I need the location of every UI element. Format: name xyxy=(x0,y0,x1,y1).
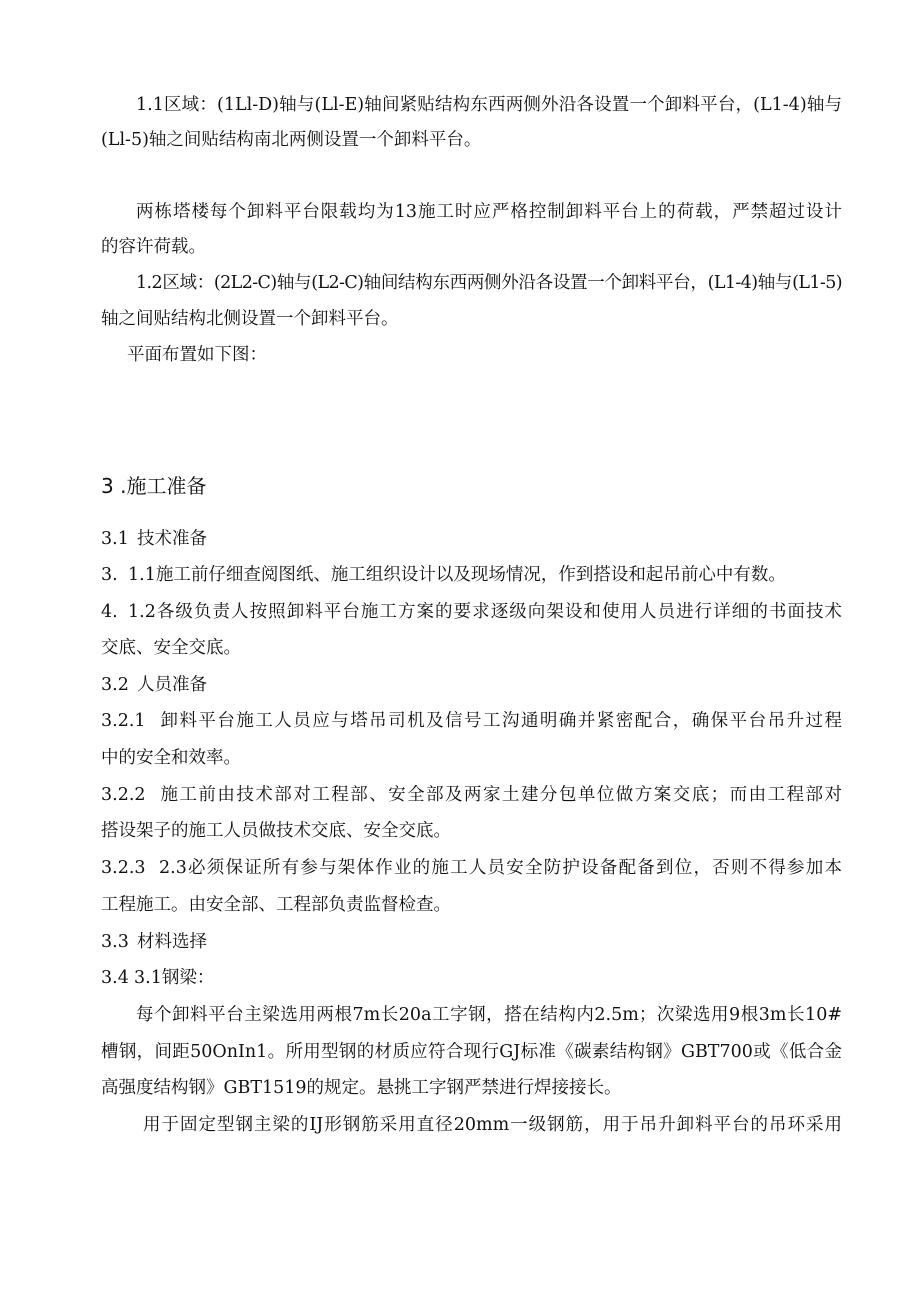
item-number: 3.2.3 xyxy=(101,858,146,878)
paragraph-2-line-2: 的容许荷载。 xyxy=(101,237,206,257)
item-text: 卸料平台施工人员应与塔吊司机及信号工沟通明确并紧密配合，确保平台吊升过程 xyxy=(159,711,842,731)
subsection-number: 3.4 xyxy=(101,968,129,988)
item-text: 施工前由技术部对工程部、安全部及两家土建分包单位做方案交底；而由工程部对 xyxy=(159,785,842,805)
subsection-number: 3.1 xyxy=(101,529,129,549)
item-3-1-1 xyxy=(101,563,786,587)
subsection-3-4 xyxy=(101,966,214,990)
item-3-1-2-line-1 xyxy=(101,600,842,624)
subsection-3-3 xyxy=(101,930,207,954)
item-number: 3. xyxy=(101,565,118,585)
item-3-1-2-line-2: 交底、安全交底。 xyxy=(101,638,241,658)
subsection-3-2 xyxy=(101,673,207,697)
paragraph-4: 平面布置如下图： xyxy=(127,345,267,365)
steel-paragraph-line-3: 高强度结构钢》GBT1519的规定。悬挑工字钢严禁进行焊接接长。 xyxy=(101,1078,622,1098)
item-3-2-2-line-2: 搭设架子的施工人员做技术交底、安全交底。 xyxy=(101,821,451,841)
item-3-2-1-line-1 xyxy=(101,709,842,733)
section-3-heading: 3 .施工准备 xyxy=(101,474,207,498)
subsection-3-1 xyxy=(101,527,207,551)
item-number: 4. xyxy=(101,602,118,622)
paragraph-3-line-1: 1.2区域：(2L2-C)轴与(L2-C)轴间结构东西两侧外沿各设置一个卸料平台，(L1-4)轴与(L1-5) xyxy=(136,273,842,293)
item-text: 1.2各级负责人按照卸料平台施工方案的要求逐级向架设和使用人员进行详细的书面技术 xyxy=(128,602,842,622)
item-text: 2.3必须保证所有参与架体作业的施工人员安全防护设备配备到位，否则不得参加本 xyxy=(159,858,842,878)
subsection-title: 3.1钢梁： xyxy=(134,968,215,988)
subsection-title: 人员准备 xyxy=(137,675,207,695)
steel-paragraph-line-1: 每个卸料平台主梁选用两根7m长20a工字钢，搭在结构内2.5m；次梁选用9根3m长10# xyxy=(136,1005,842,1025)
item-3-2-1-line-2: 中的安全和效率。 xyxy=(101,748,241,768)
paragraph-2-line-1: 两栋塔楼每个卸料平台限载均为13施工时应严格控制卸料平台上的荷载，严禁超过设计 xyxy=(136,202,842,222)
subsection-title: 技术准备 xyxy=(137,529,207,549)
paragraph-1-line-2: (Ll-5)轴之间贴结构南北两侧设置一个卸料平台。 xyxy=(101,130,482,150)
paragraph-3-line-2: 轴之间贴结构北侧设置一个卸料平台。 xyxy=(101,309,399,329)
subsection-title: 材料选择 xyxy=(137,932,207,952)
paragraph-1-line-1: 1.1区域：(1Ll-D)轴与(Ll-E)轴间紧贴结构东西两侧外沿各设置一个卸料平台，(L1-4)轴与 xyxy=(136,95,842,115)
subsection-number: 3.2 xyxy=(101,675,129,695)
item-3-2-2-line-1 xyxy=(101,783,842,807)
subsection-number: 3.3 xyxy=(101,932,129,952)
item-3-2-3-line-2: 工程施工。由安全部、工程部负责监督检查。 xyxy=(101,895,451,915)
steel-paragraph-line-2: 槽钢，间距50OnIn1。所用型钢的材质应符合现行GJ标准《碳素结构钢》GBT700或《低合金 xyxy=(101,1042,842,1062)
rebar-paragraph-line-1: 用于固定型钢主梁的IJ形钢筋采用直径20mm一级钢筋，用于吊升卸料平台的吊环采用 xyxy=(143,1115,842,1135)
item-number: 3.2.1 xyxy=(101,711,146,731)
item-number: 3.2.2 xyxy=(101,785,146,805)
item-3-2-3-line-1 xyxy=(101,856,842,880)
item-text: 1.1施工前仔细查阅图纸、施工组织设计以及现场情况，作到搭设和起吊前心中有数。 xyxy=(128,565,786,585)
